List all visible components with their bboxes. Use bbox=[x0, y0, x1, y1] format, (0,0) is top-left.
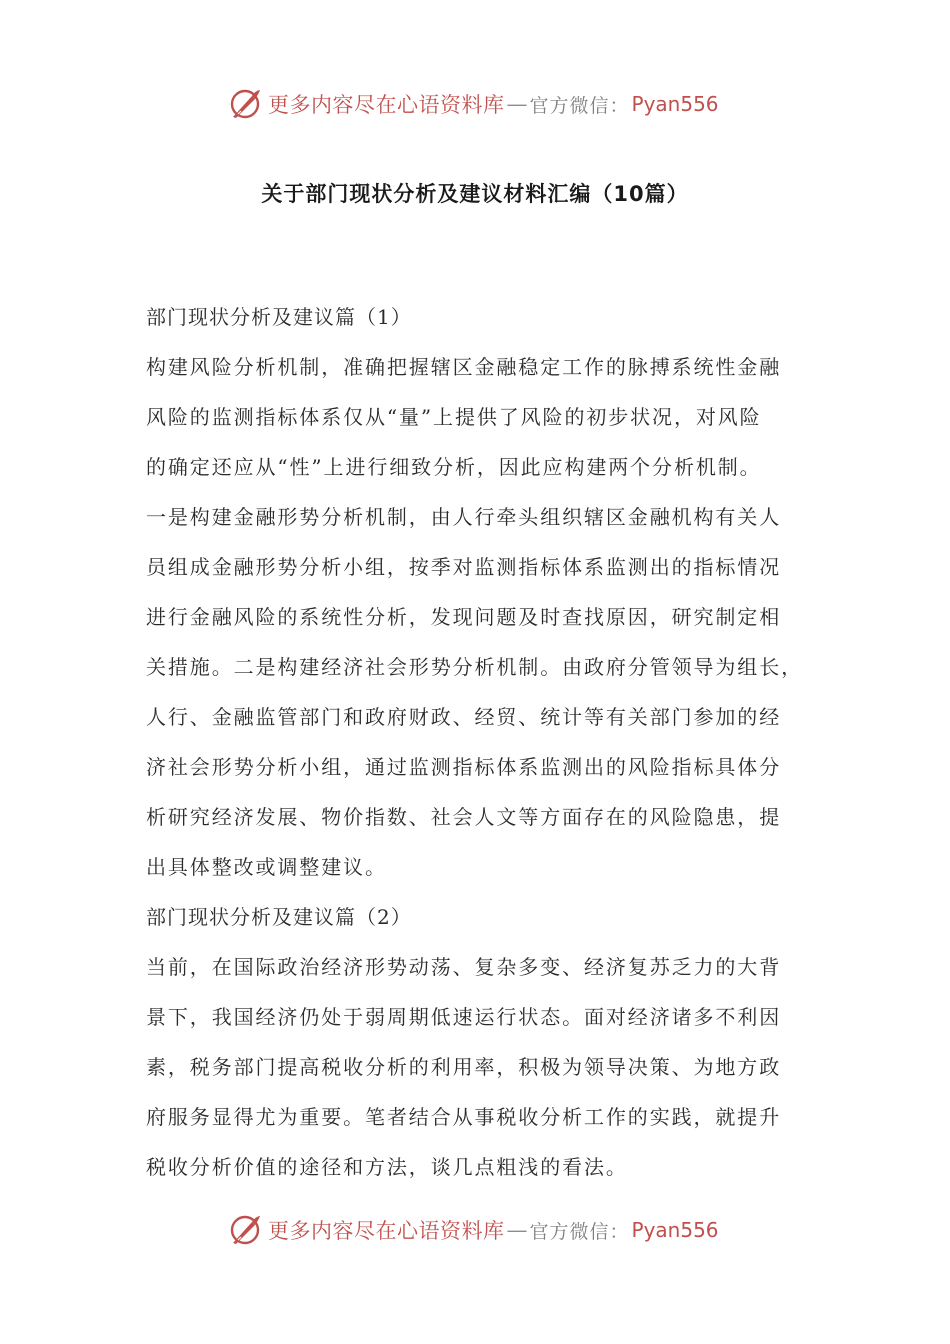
paragraph-line: 税收分析价值的途径和方法，谈几点粗浅的看法。 bbox=[146, 1155, 628, 1179]
paragraph-line: 风险的监测指标体系仅从“量”上提供了风险的初步状况，对风险 bbox=[146, 405, 762, 429]
watermark-wechat-label: 官方微信： bbox=[529, 1220, 630, 1243]
paragraph-line: 进行金融风险的系统性分析，发现问题及时查找原因，研究制定相 bbox=[146, 605, 782, 629]
section-heading-2: 部门现状分析及建议篇（2） bbox=[146, 905, 412, 929]
header-watermark bbox=[228, 84, 719, 124]
quill-pen-logo-icon bbox=[228, 1213, 262, 1247]
paragraph-line: 关措施。二是构建经济社会形势分析机制。由政府分管领导为组长， bbox=[146, 655, 803, 679]
paragraph-line: 济社会形势分析小组，通过监测指标体系监测出的风险指标具体分 bbox=[146, 755, 782, 779]
paragraph-line: 当前，在国际政治经济形势动荡、复杂多变、经济复苏乏力的大背 bbox=[146, 955, 782, 979]
paragraph-line: 的确定还应从“性”上进行细致分析，因此应构建两个分析机制。 bbox=[146, 455, 762, 479]
paragraph-line: 景下，我国经济仍处于弱周期低速运行状态。面对经济诸多不利因 bbox=[146, 1005, 782, 1029]
paragraph-line: 一是构建金融形势分析机制，由人行牵头组织辖区金融机构有关人 bbox=[146, 505, 782, 529]
watermark-wechat-id: Pyan556 bbox=[631, 92, 719, 116]
document-body bbox=[146, 299, 822, 1199]
paragraph-line: 构建风险分析机制，准确把握辖区金融稳定工作的脉搏系统性金融 bbox=[146, 355, 782, 379]
document-title: 关于部门现状分析及建议材料汇编（10篇） bbox=[261, 182, 689, 206]
paragraph-line: 府服务显得尤为重要。笔者结合从事税收分析工作的实践，就提升 bbox=[146, 1105, 782, 1129]
quill-pen-logo-icon bbox=[228, 87, 262, 121]
footer-watermark bbox=[228, 1210, 719, 1250]
paragraph-line: 素，税务部门提高税收分析的利用率，积极为领导决策、为地方政 bbox=[146, 1055, 782, 1079]
watermark-site-text: 更多内容尽在心语资料库 bbox=[268, 1219, 505, 1243]
watermark-dash: — bbox=[506, 92, 528, 116]
section-heading-1: 部门现状分析及建议篇（1） bbox=[146, 305, 412, 329]
watermark-wechat-label: 官方微信： bbox=[529, 94, 630, 117]
watermark-dash: — bbox=[506, 1218, 528, 1242]
paragraph-line: 析研究经济发展、物价指数、社会人文等方面存在的风险隐患，提 bbox=[146, 805, 782, 829]
paragraph-line: 出具体整改或调整建议。 bbox=[146, 855, 387, 879]
paragraph-line: 员组成金融形势分析小组，按季对监测指标体系监测出的指标情况 bbox=[146, 555, 782, 579]
paragraph-line: 人行、金融监管部门和政府财政、经贸、统计等有关部门参加的经 bbox=[146, 705, 782, 729]
watermark-wechat-id: Pyan556 bbox=[631, 1218, 719, 1242]
watermark-site-text: 更多内容尽在心语资料库 bbox=[268, 93, 505, 117]
